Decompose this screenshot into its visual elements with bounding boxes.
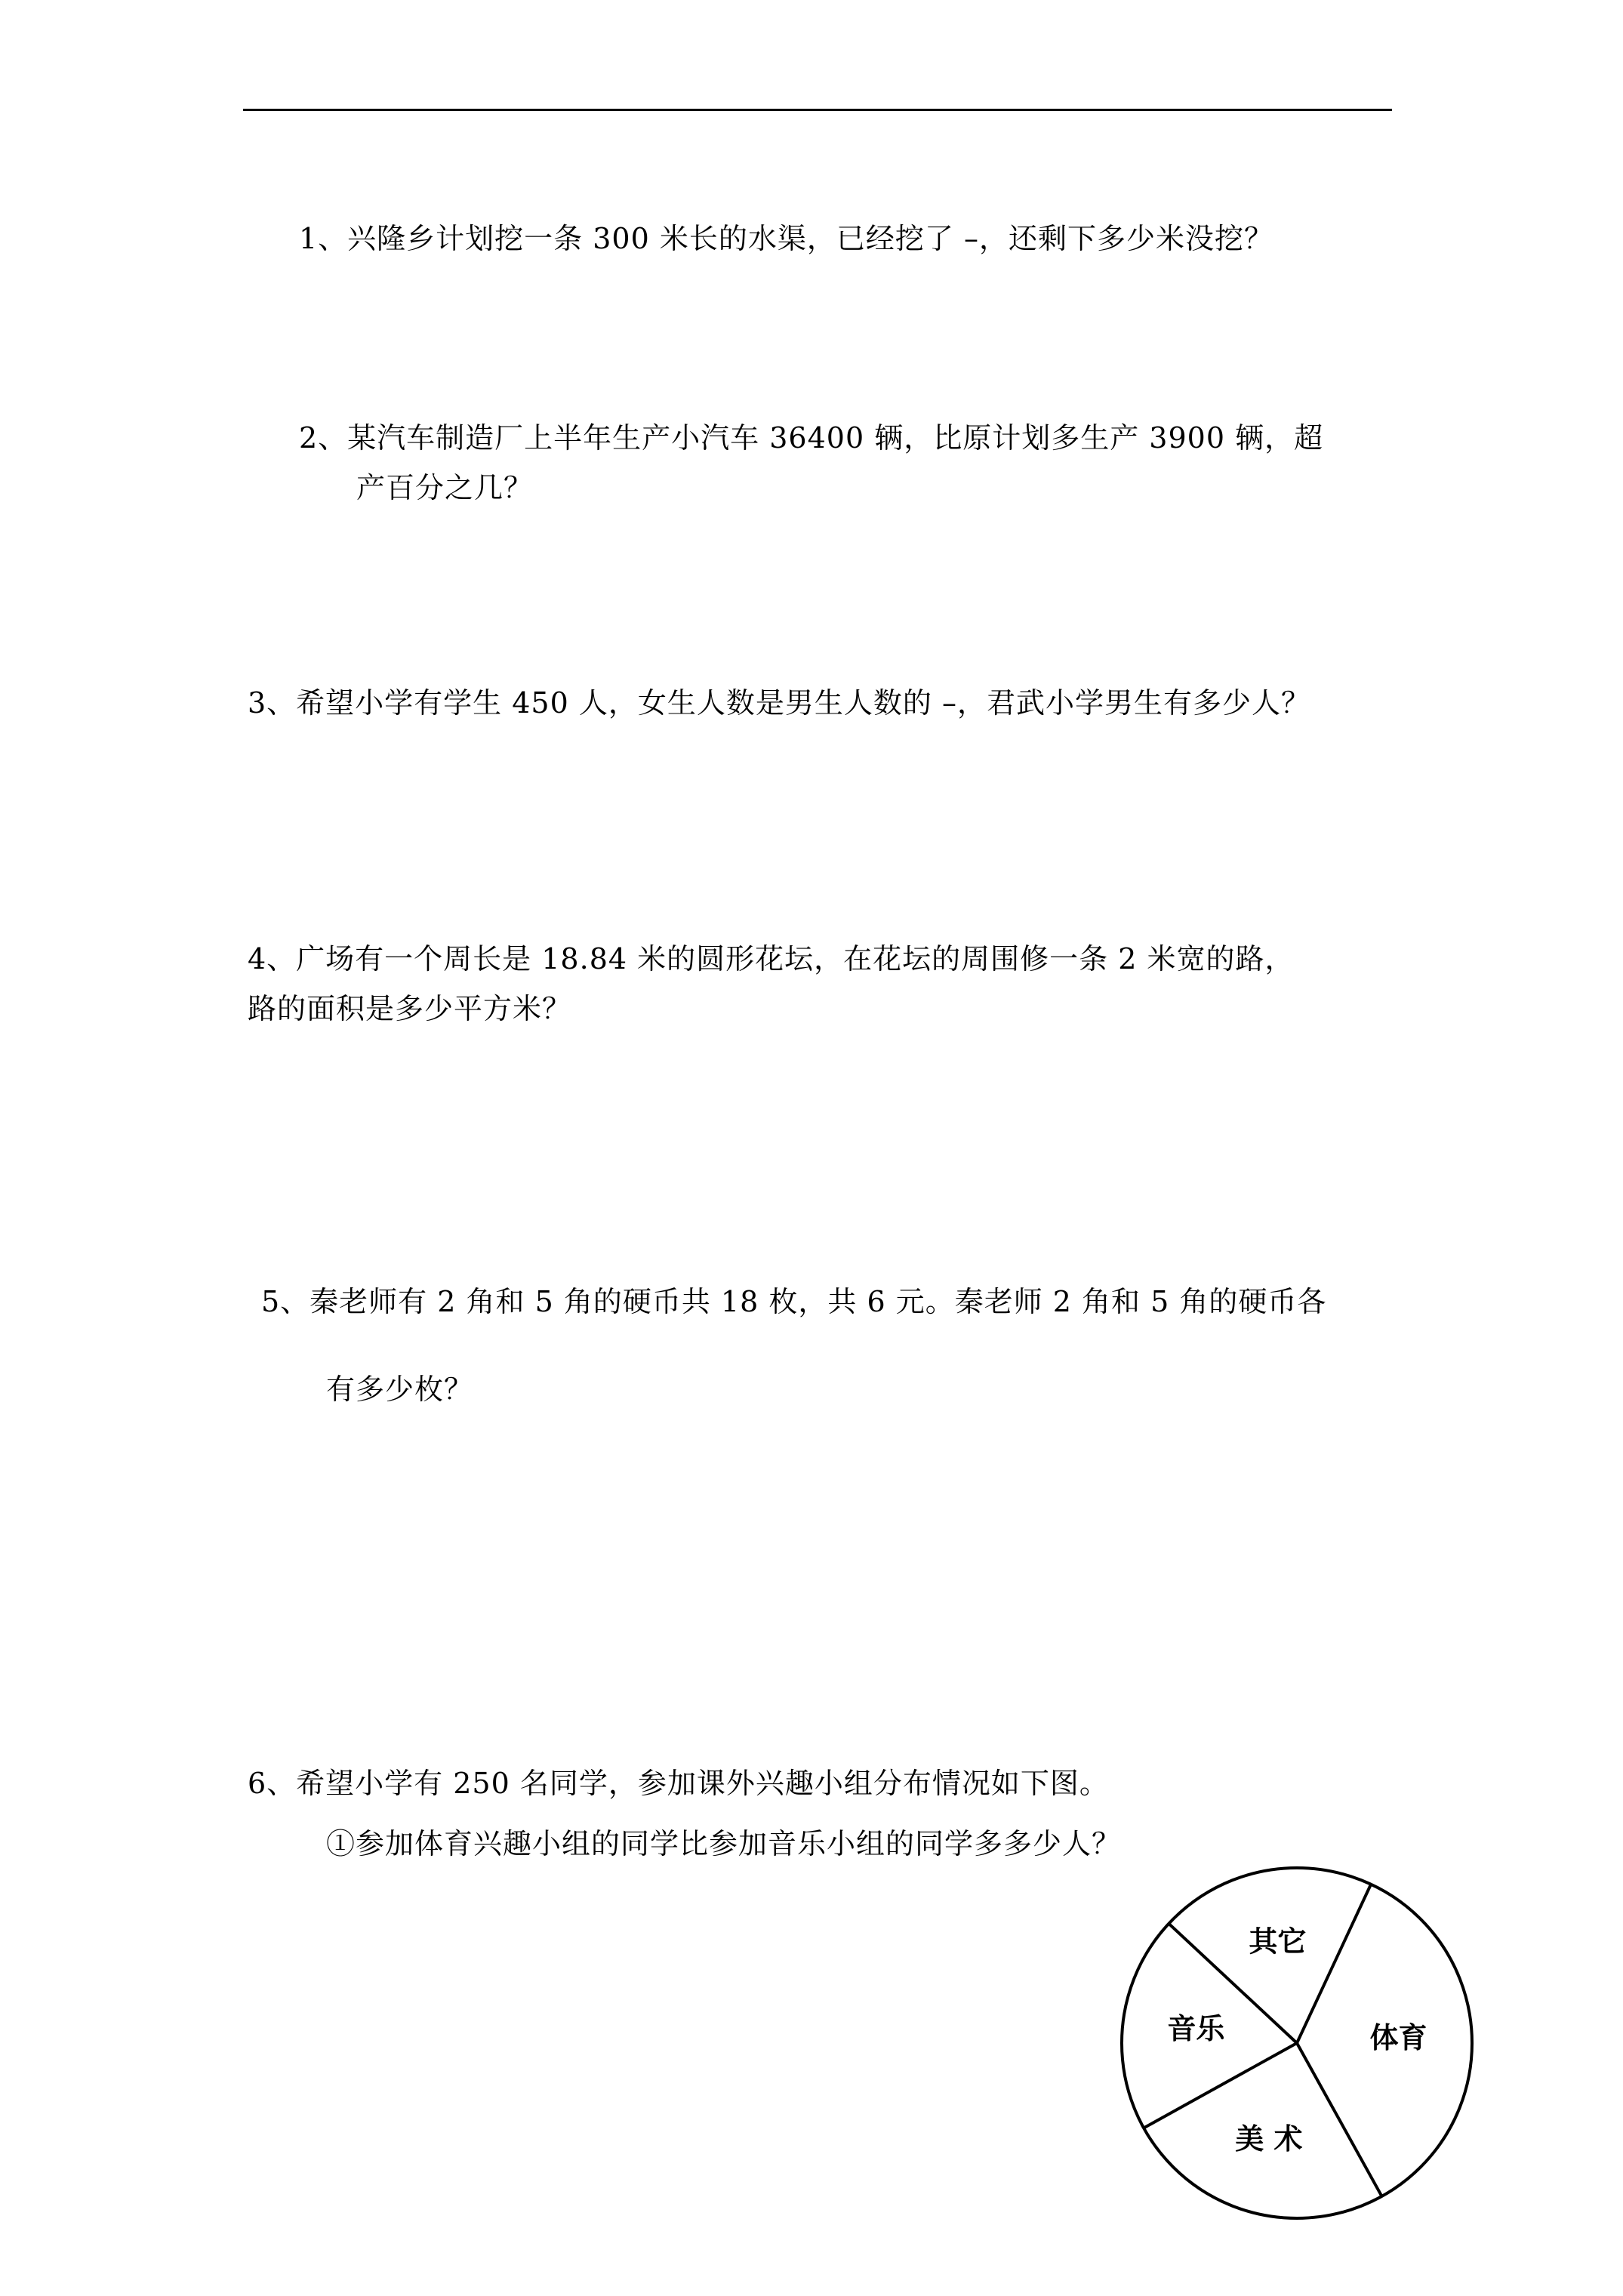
pie-slice-label-1: 体育 [1369, 2020, 1427, 2054]
question-2-continuation: 产百分之几？ [356, 471, 534, 504]
question-6-subquestion: ①参加体育兴趣小组的同学比参加音乐小组的同学多多少人？ [326, 1827, 1122, 1860]
pie-slice-label-2: 美 术 [1235, 2122, 1303, 2156]
pie-slice-label-4: 其它 [1249, 1925, 1307, 1959]
question-4-text: 4、广场有一个周长是 18.84 米的圆形花坛，在花坛的周围修一条 2 米宽的路， [248, 942, 1295, 975]
question-1-text: 1、兴隆乡计划挖一条 300 米长的水渠，已经挖了 –，还剩下多少米没挖？ [299, 222, 1273, 255]
question-5-text: 5、秦老师有 2 角和 5 角的硬币共 18 枚，共 6 元。秦老师 2 角和 5 角的硬币各 [261, 1285, 1327, 1318]
header-rule [243, 109, 1392, 111]
question-5-continuation: 有多少枚？ [326, 1373, 474, 1406]
pie-slice-label-3: 音乐 [1167, 2012, 1225, 2046]
interest-group-pie-chart [1110, 1844, 1502, 2236]
question-6-text: 6、希望小学有 250 名同学，参加课外兴趣小组分布情况如下图。 [248, 1767, 1109, 1800]
question-3-text: 3、希望小学有学生 450 人，女生人数是男生人数的 –，君武小学男生有多少人？ [248, 686, 1310, 720]
question-2-text: 2、某汽车制造厂上半年生产小汽车 36400 辆，比原计划多生产 3900 辆，超 [299, 421, 1324, 455]
question-4-continuation: 路的面积是多少平方米？ [248, 992, 572, 1025]
